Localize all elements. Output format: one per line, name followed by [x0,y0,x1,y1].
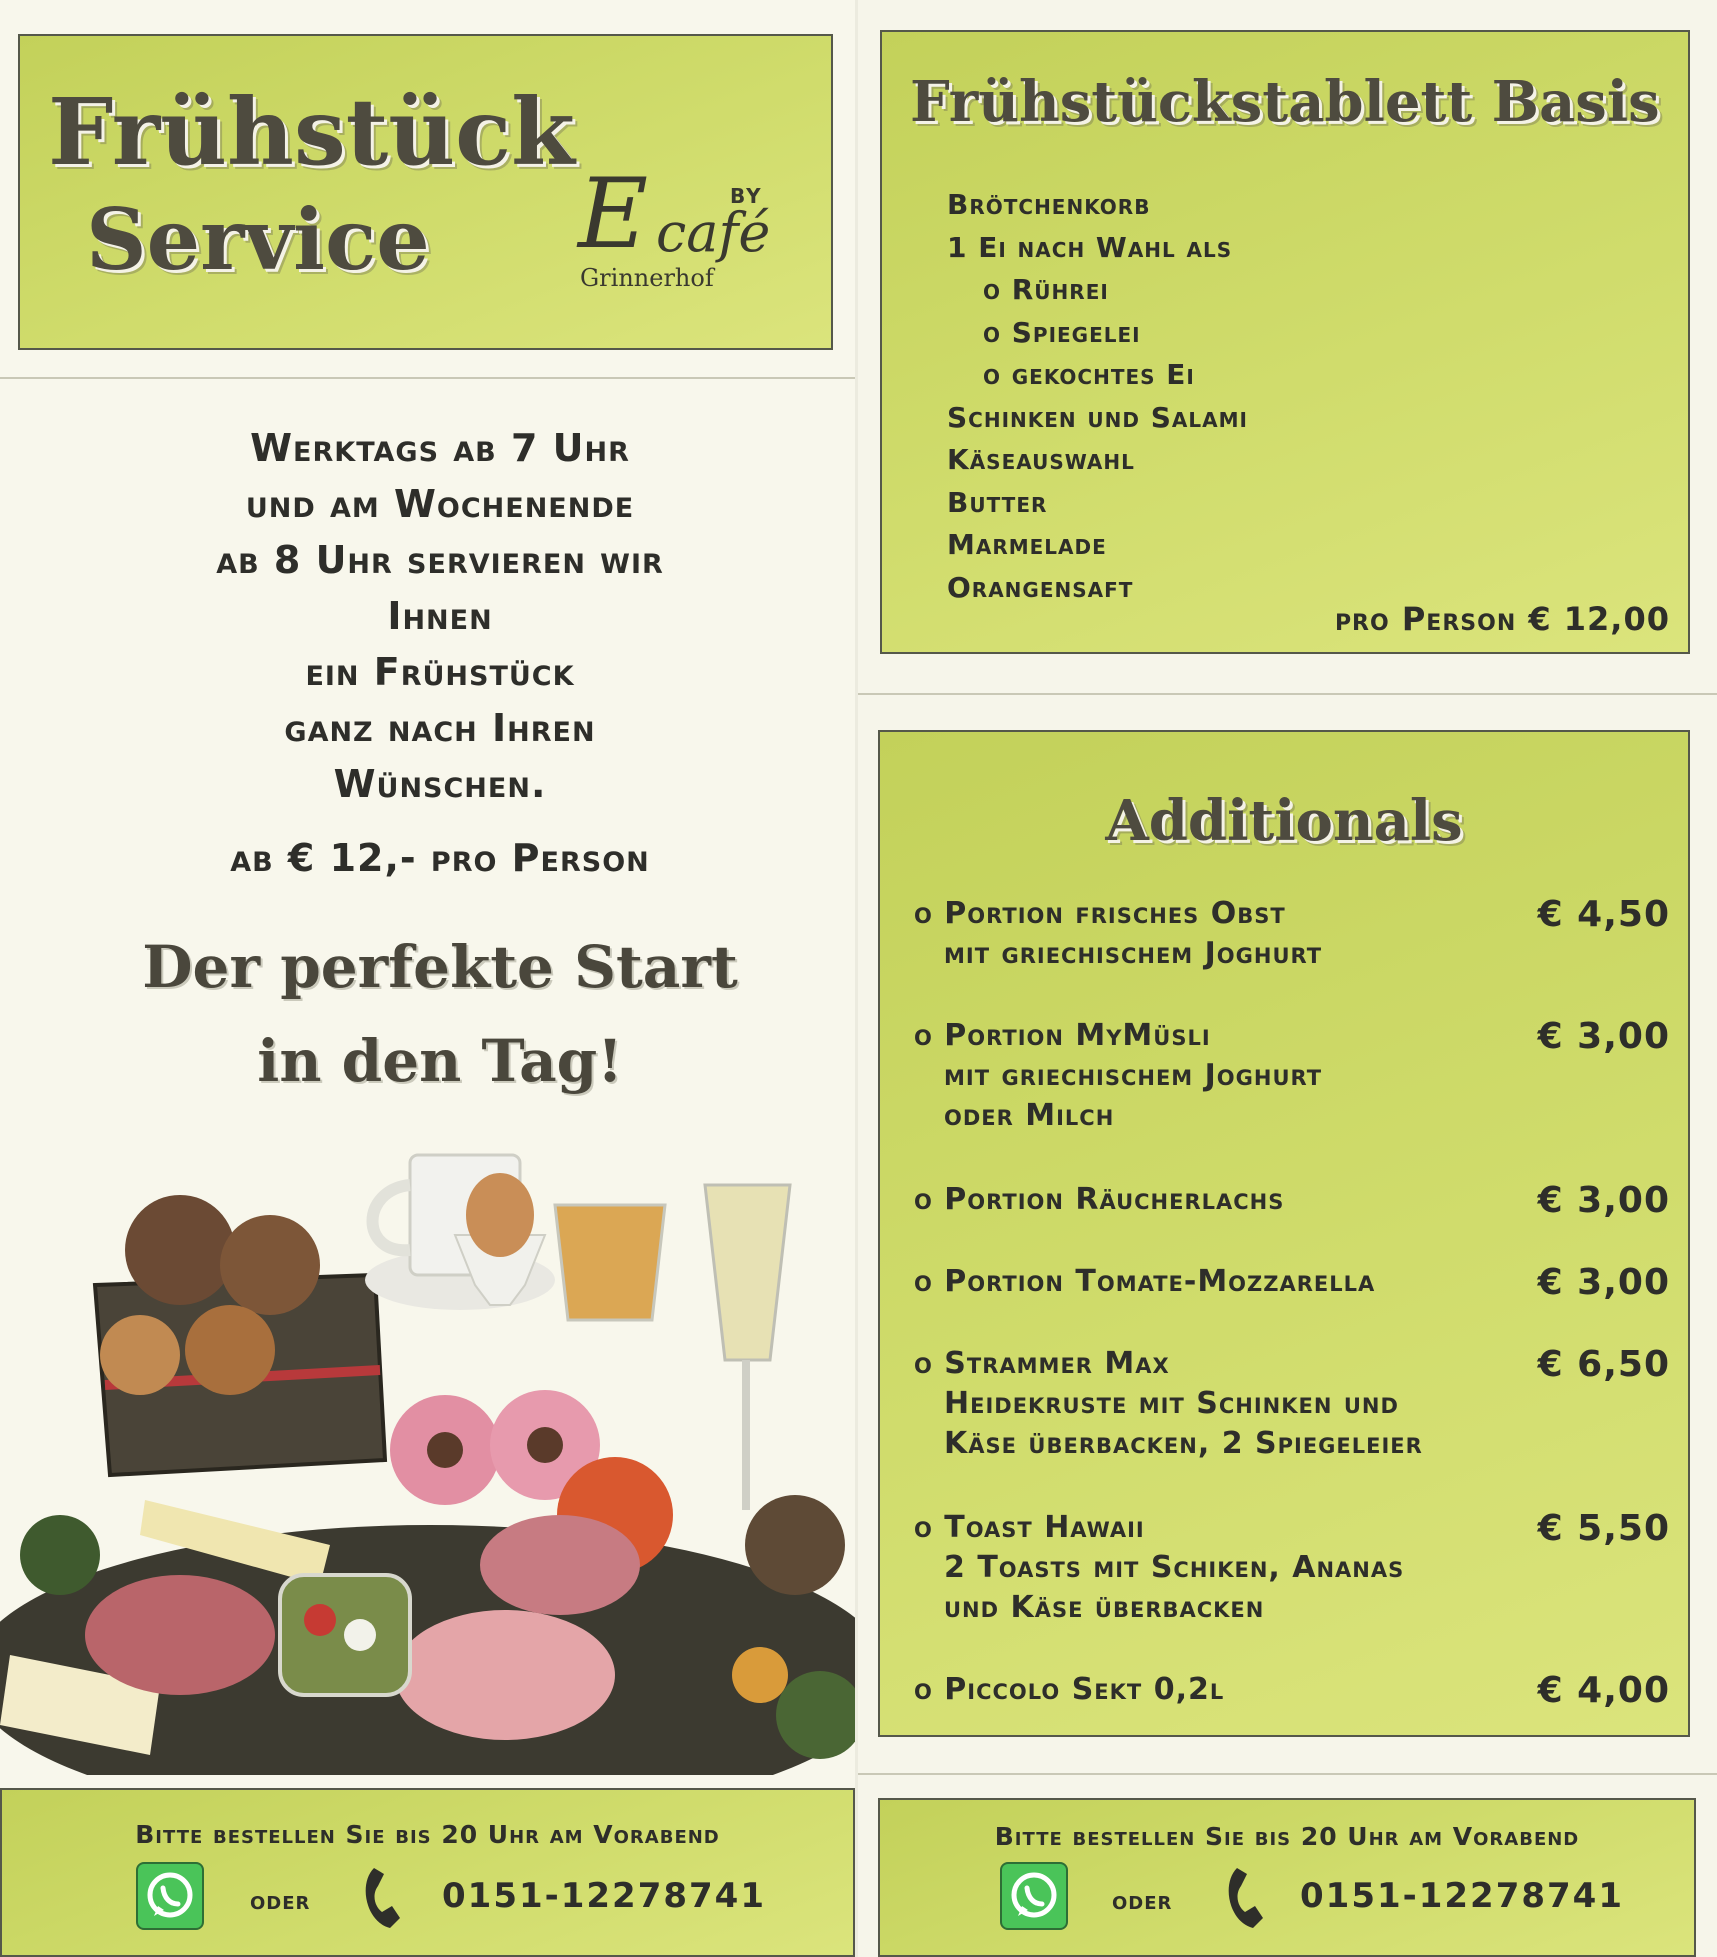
divider [858,693,1717,695]
title-line-2: Service [86,190,430,289]
whatsapp-icon[interactable] [136,1862,204,1930]
item-desc: Heidekruste mit Schinken und [944,1386,1399,1421]
list-item: Marmelade [947,528,1107,561]
intro-line: ab 8 Uhr servieren wir [216,538,664,582]
slogan [40,920,840,1108]
item-price: € 3,00 [1537,1180,1670,1221]
phone-number[interactable]: 0151-12278741 [1300,1876,1624,1916]
divider [858,1773,1717,1775]
additional-item [910,1670,1670,1710]
item-name: o Piccolo Sekt 0,2l [914,1672,1225,1707]
breakfast-photo [0,1115,855,1775]
item-price: € 4,50 [1537,894,1670,935]
item-desc: mit griechischem Joghurt [944,1058,1323,1093]
whatsapp-glyph [138,1864,202,1928]
item-price: € 4,00 [1537,1670,1670,1711]
item-desc: mit griechischem Joghurt [944,936,1323,971]
item-name: o Strammer Max [914,1346,1170,1381]
list-item: 1 Ei nach Wahl als [947,230,1233,264]
phone-glyph [362,1866,402,1930]
intro-line: Wünschen. [333,762,547,806]
list-item: Schinken und Salami [947,400,1248,434]
title-panel [18,34,833,350]
divider [0,377,855,379]
list-item: Orangensaft [947,570,1134,604]
slogan-line-2: in den Tag! [257,1027,623,1095]
order-footer-left [0,1788,855,1957]
whatsapp-glyph [1002,1864,1066,1928]
intro-line: ein Frühstück [305,650,575,694]
phone-number[interactable]: 0151-12278741 [442,1876,766,1916]
additional-item [910,1344,1670,1464]
logo-by: BY [730,184,763,208]
phone-icon[interactable] [1225,1866,1265,1930]
additionals-title: Additionals [1105,788,1463,854]
item-price: € 3,00 [1537,1016,1670,1057]
logo-place: Grinnerhof [580,264,714,292]
basis-panel [880,30,1690,654]
item-desc: Käse überbacken, 2 Spiegeleier [944,1426,1423,1461]
list-item: Butter [947,485,1048,519]
basis-price: pro Person € 12,00 [1334,600,1670,638]
order-footer-right [878,1798,1696,1957]
intro-line: ganz nach Ihren [284,706,596,750]
whatsapp-icon[interactable] [1000,1862,1068,1930]
list-item: Käseauswahl [947,443,1135,476]
additional-item [910,894,1670,974]
order-note: Bitte bestellen Sie bis 20 Uhr am Vorabend [135,1820,720,1849]
item-name: o Portion MyMüsli [914,1018,1211,1053]
intro-text [60,420,820,812]
phone-glyph [1225,1866,1265,1930]
breakfast-illustration [0,1115,855,1775]
item-desc: oder Milch [944,1098,1115,1133]
item-price: € 6,50 [1537,1344,1670,1385]
intro-line: und am Wochenende [245,482,635,526]
title-line-1: Frühstück [48,78,575,186]
additional-item [910,1016,1670,1136]
list-item: o Rührei [983,273,1109,306]
item-price: € 5,50 [1537,1508,1670,1549]
or-word: oder [250,1886,311,1915]
item-desc: und Käse überbacken [944,1590,1265,1625]
basis-list [947,184,1248,609]
item-name: o Portion Räucherlachs [914,1182,1285,1217]
additional-item [910,1262,1670,1302]
phone-icon[interactable] [362,1866,402,1930]
intro-line: Werktags ab 7 Uhr [250,426,630,470]
additionals-panel [878,730,1690,1737]
additional-item [910,1508,1670,1628]
or-word: oder [1112,1886,1173,1915]
list-item: Brötchenkorb [947,188,1151,221]
slogan-line-1: Der perfekte Start [142,933,738,1001]
price-from: ab € 12,- pro Person [230,836,650,880]
logo-initial: E [578,158,649,270]
basis-title: Frühstückstablett Basis [910,69,1660,135]
additional-item [910,1180,1670,1220]
item-price: € 3,00 [1537,1262,1670,1303]
item-name: o Portion frisches Obst [914,896,1286,931]
order-note: Bitte bestellen Sie bis 20 Uhr am Vorabend [994,1822,1580,1851]
item-desc: 2 Toasts mit Schiken, Ananas [944,1550,1405,1585]
item-name: o Toast Hawaii [914,1510,1145,1545]
list-item: o Spiegelei [983,315,1141,349]
cafe-logo [560,136,820,306]
logo-cafe: café [656,201,771,264]
intro-line: Ihnen [387,594,493,638]
item-name: o Portion Tomate-Mozzarella [914,1264,1376,1299]
list-item: o gekochtes Ei [983,358,1195,391]
